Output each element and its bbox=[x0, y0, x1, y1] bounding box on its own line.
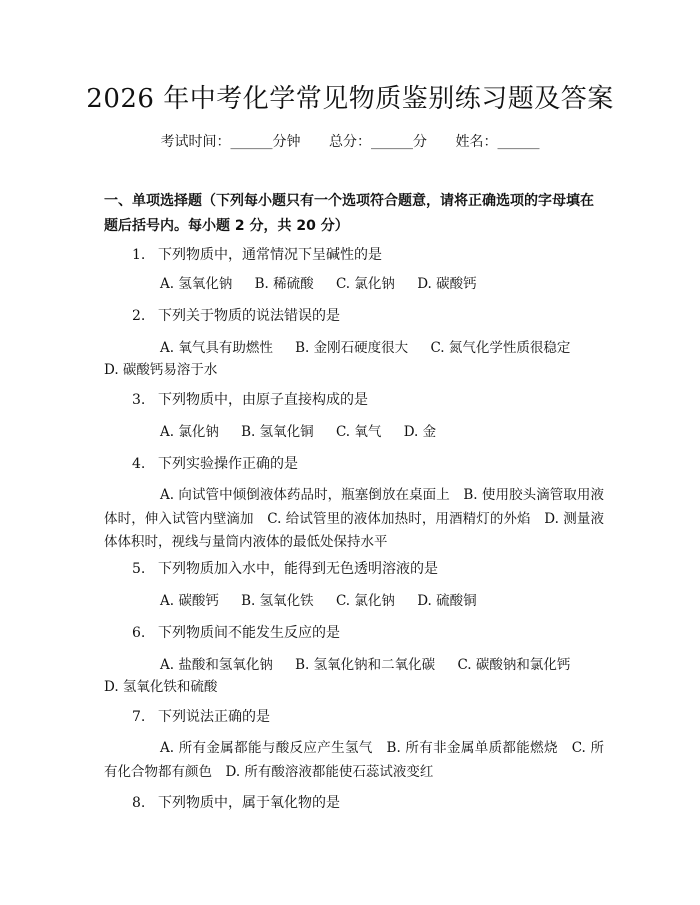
question-5 bbox=[132, 558, 438, 580]
question-6 bbox=[132, 622, 340, 644]
question-stem: 下列说法正确的是 bbox=[158, 709, 270, 725]
question-1 bbox=[132, 244, 382, 266]
question-number: 4. bbox=[132, 456, 146, 472]
option-c: C. 氧气 bbox=[335, 424, 382, 440]
question-4 bbox=[132, 453, 298, 475]
question-number: 3. bbox=[132, 392, 146, 408]
option-a: A. 氧气具有助燃性 bbox=[160, 340, 273, 356]
exam-score: 总分：______分 bbox=[329, 134, 427, 150]
option-b: B. 稀硫酸 bbox=[254, 276, 314, 292]
option-c: C. 氯化钠 bbox=[335, 276, 395, 292]
option-b: B. 氢氧化铜 bbox=[241, 424, 314, 440]
question-number: 7. bbox=[132, 709, 146, 725]
option-b: B. 金刚石硬度很大 bbox=[295, 340, 409, 356]
question-number: 8. bbox=[132, 795, 146, 811]
option-b: B. 氢氧化钠和二氧化碳 bbox=[295, 657, 436, 673]
option-a: A. 碳酸钙 bbox=[160, 593, 219, 609]
exam-meta bbox=[0, 132, 700, 152]
question-8 bbox=[132, 792, 340, 814]
question-stem: 下列物质中，通常情况下呈碱性的是 bbox=[158, 247, 382, 263]
question-number: 5. bbox=[132, 561, 146, 577]
question-1-options bbox=[160, 272, 477, 296]
student-name: 姓名：______ bbox=[455, 134, 540, 150]
question-7 bbox=[132, 706, 270, 728]
option-c: C. 碳酸钠和氯化钙 bbox=[457, 657, 571, 673]
option-c: C. 氮气化学性质很稳定 bbox=[430, 340, 571, 356]
question-5-options bbox=[160, 589, 477, 613]
option-d: D. 氢氧化铁和硫酸 bbox=[104, 679, 218, 695]
question-stem: 下列物质间不能发生反应的是 bbox=[158, 625, 340, 641]
option-d: D. 硫酸铜 bbox=[417, 593, 477, 609]
question-2 bbox=[132, 305, 340, 327]
question-stem: 下列物质加入水中，能得到无色透明溶液的是 bbox=[158, 561, 438, 577]
question-3 bbox=[132, 389, 368, 411]
option-c: C. 氯化钠 bbox=[335, 593, 395, 609]
exam-time: 考试时间：______分钟 bbox=[160, 134, 301, 150]
question-stem: 下列物质中，属于氧化物的是 bbox=[158, 795, 340, 811]
option-a: A. 盐酸和氢氧化钠 bbox=[160, 657, 273, 673]
question-4-options: A. 向试管中倾倒液体药品时，瓶塞倒放在桌面上 B. 使用胶头滴管取用液体时，伸入试管内壁滴加 C. 给试管里的液体加热时，用酒精灯的外焰 D. 测量液体体积时，视线与量筒内液体的最低处保持水平 bbox=[104, 487, 604, 550]
page-title: 2026 年中考化学常见物质鉴别练习题及答案 bbox=[86, 84, 614, 114]
option-b: B. 氢氧化铁 bbox=[241, 593, 314, 609]
section-heading: 一、单项选择题（下列每小题只有一个选项符合题意，请将正确选项的字母填在题后括号内。每小题 2 分，共 20 分） bbox=[104, 193, 594, 234]
question-7-options: A. 所有金属都能与酸反应产生氢气 B. 所有非金属单质都能燃烧 C. 所有化合物都有颜色 D. 所有酸溶液都能使石蕊试液变红 bbox=[104, 740, 604, 780]
option-a: A. 氢氧化钠 bbox=[160, 276, 233, 292]
question-number: 6. bbox=[132, 625, 146, 641]
option-d: D. 碳酸钙易溶于水 bbox=[104, 362, 218, 378]
question-3-options bbox=[160, 420, 436, 444]
option-d: D. 碳酸钙 bbox=[417, 276, 477, 292]
question-number: 2. bbox=[132, 308, 146, 324]
question-number: 1. bbox=[132, 247, 146, 263]
question-2-options bbox=[160, 336, 570, 360]
question-stem: 下列实验操作正确的是 bbox=[158, 456, 298, 472]
question-stem: 下列物质中，由原子直接构成的是 bbox=[158, 392, 368, 408]
option-d: D. 金 bbox=[403, 424, 437, 440]
option-a: A. 氯化钠 bbox=[160, 424, 219, 440]
question-stem: 下列关于物质的说法错误的是 bbox=[158, 308, 340, 324]
question-6-options bbox=[160, 653, 570, 677]
